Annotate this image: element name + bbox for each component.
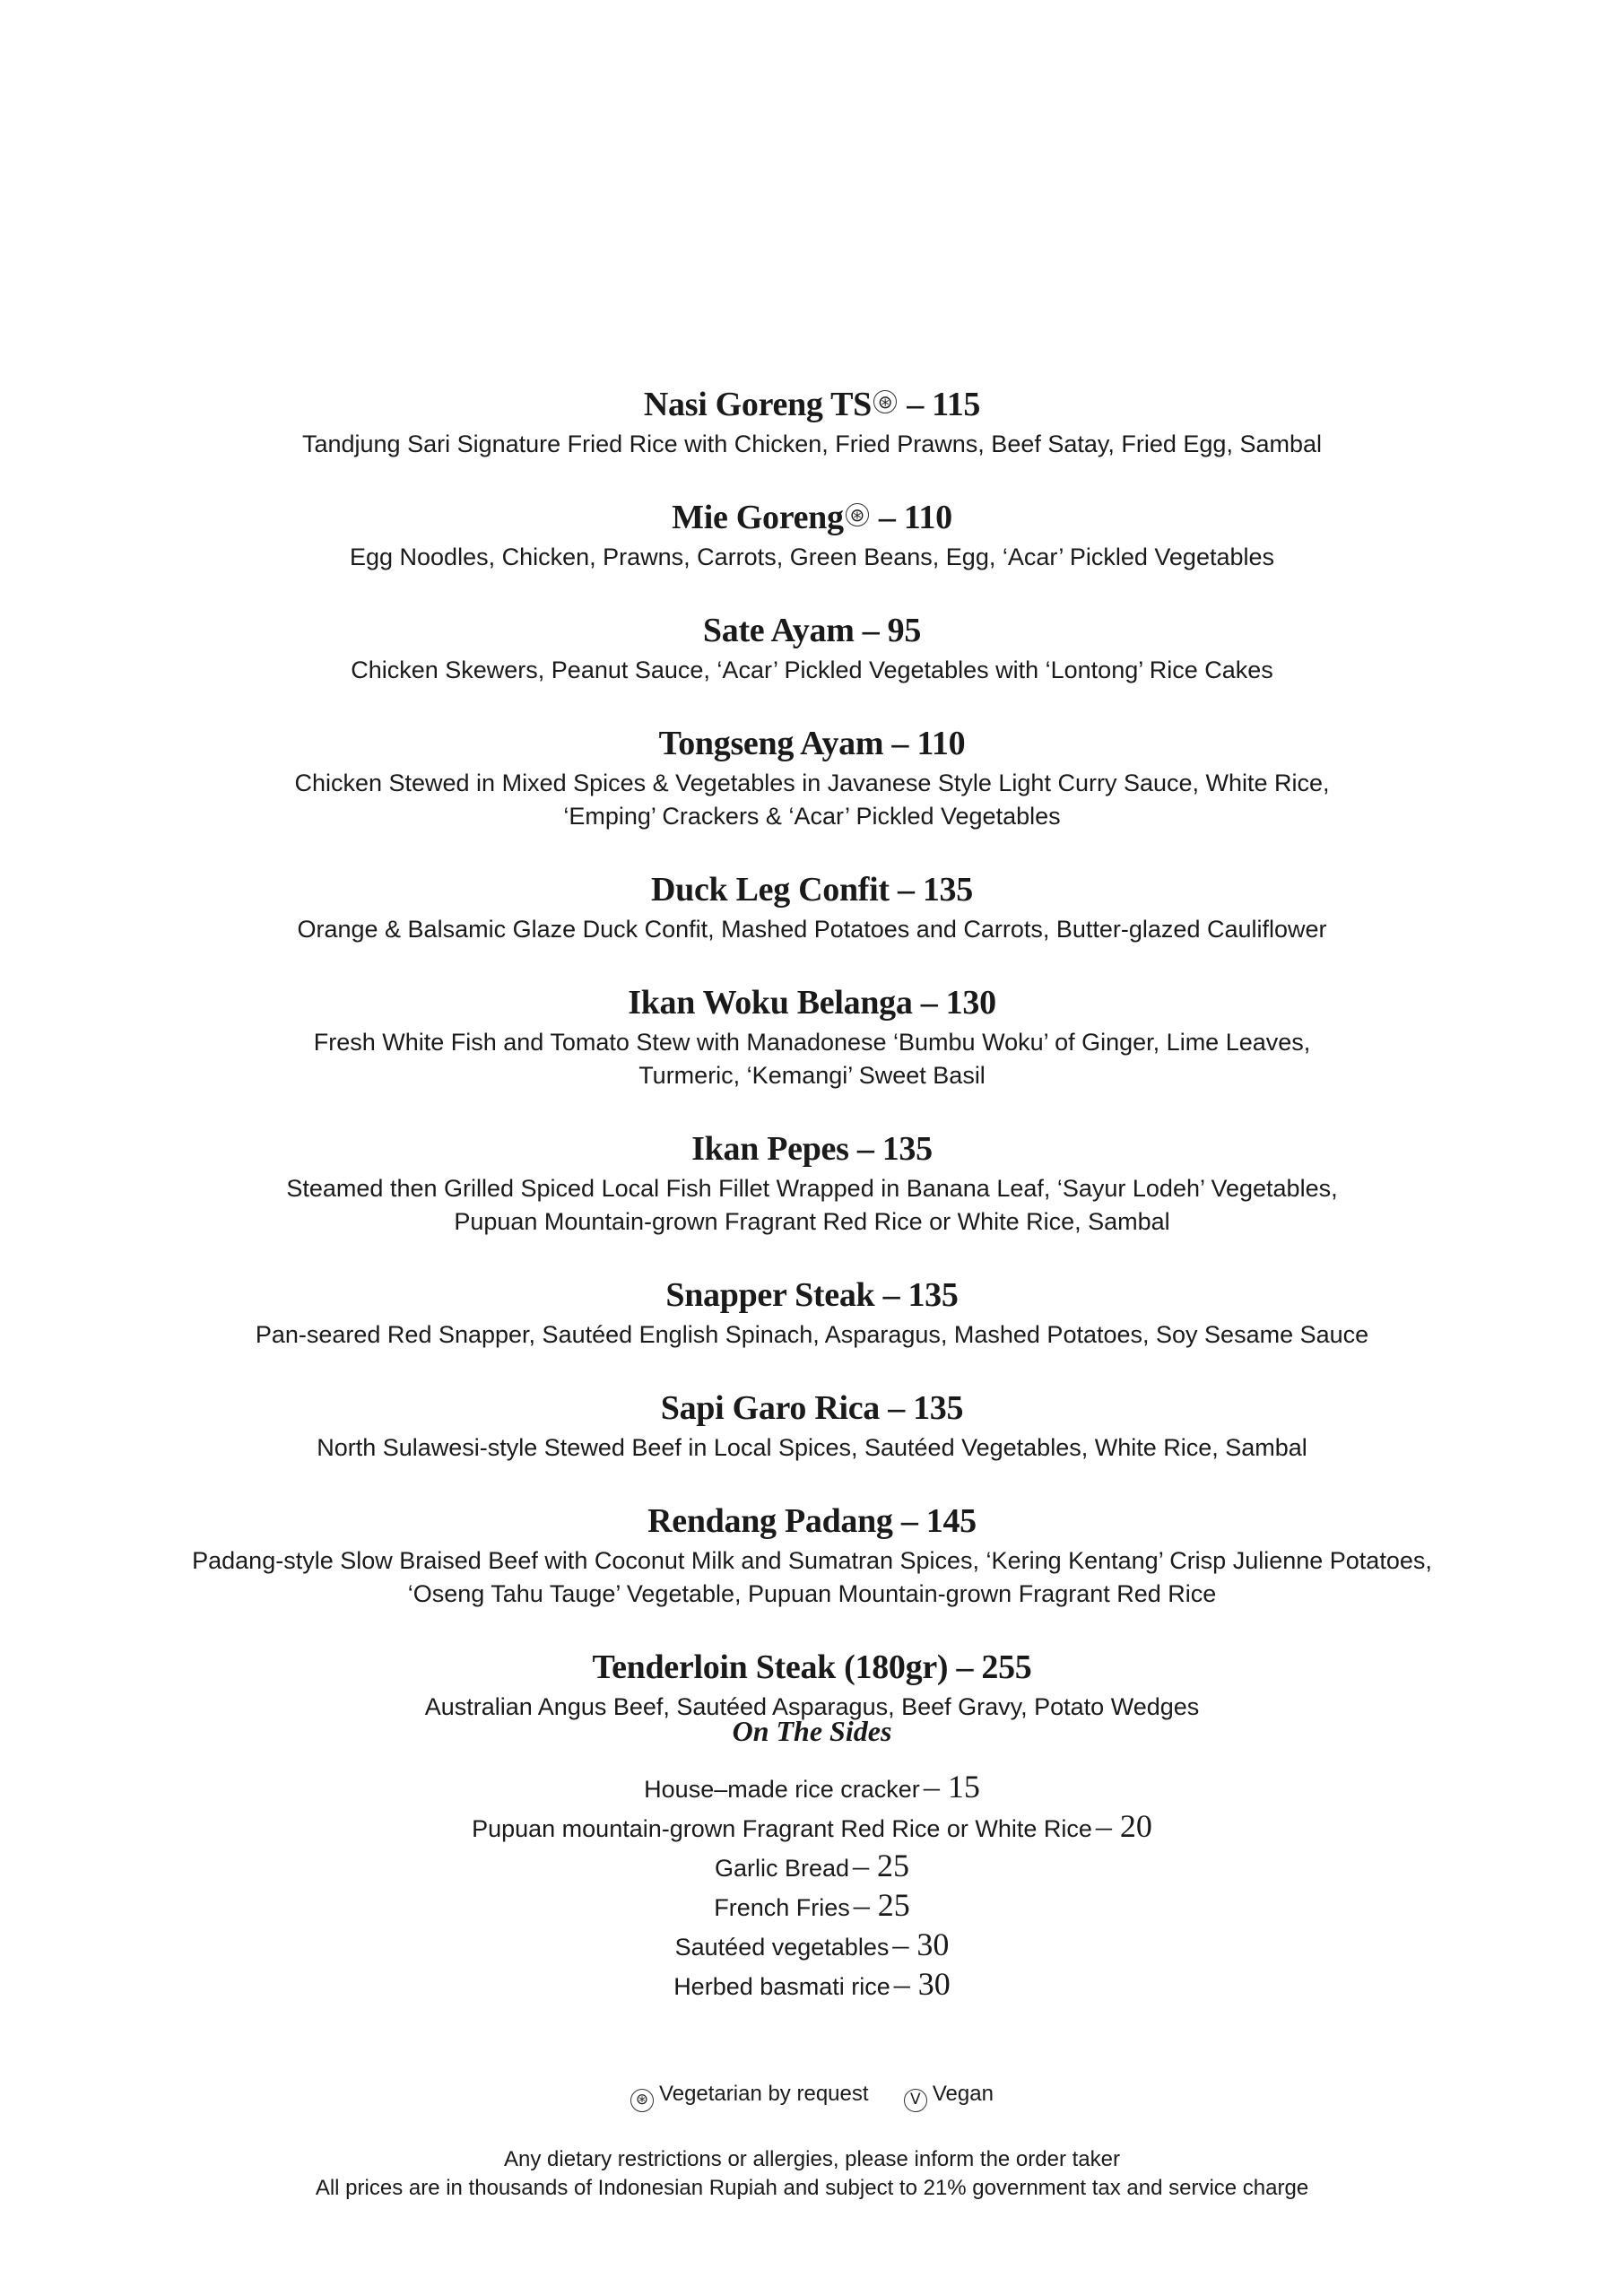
side-price: – 30 [892, 1926, 950, 1962]
dish-price: – 115 [907, 386, 981, 423]
dish-item [0, 1385, 1624, 1465]
dish-price: – 135 [888, 1389, 964, 1427]
side-name: Sautéed vegetables [674, 1934, 890, 1961]
vegan-icon: V [904, 2089, 927, 2112]
dish-item [0, 381, 1624, 461]
dish-title [0, 979, 1624, 1026]
dish-title [0, 1272, 1624, 1318]
dish-item [0, 1272, 1624, 1352]
dish-item [0, 1498, 1624, 1611]
dish-description: Pupuan Mountain-grown Fragrant Red Rice or White Rice, Sambal [454, 1208, 1170, 1235]
dish-description: Steamed then Grilled Spiced Local Fish Fillet Wrapped in Banana Leaf, ‘Sayur Lodeh’ Vegetables, [286, 1175, 1338, 1202]
side-list [0, 1770, 1624, 2007]
dish-description: ‘Emping’ Crackers & ‘Acar’ Pickled Vegetables [563, 803, 1061, 830]
dish-description: Australian Angus Beef, Sautéed Asparagus, Beef Gravy, Potato Wedges [424, 1693, 1200, 1720]
dish-name: Tongseng Ayam [658, 725, 884, 762]
dish-name: Snapper Steak [665, 1276, 875, 1314]
dish-price: – 95 [862, 612, 922, 649]
dish-item [0, 866, 1624, 946]
dish-title [0, 1644, 1624, 1691]
side-price: – 30 [893, 1966, 951, 2002]
dish-item [0, 720, 1624, 833]
dish-description: Fresh White Fish and Tomato Stew with Manadonese ‘Bumbu Woku’ of Ginger, Lime Leaves, [313, 1029, 1311, 1056]
dish-name: Duck Leg Confit [651, 871, 890, 909]
allergy-note: Any dietary restrictions or allergies, please inform the order taker [504, 2147, 1120, 2171]
dish-price: – 145 [900, 1502, 977, 1540]
vegan-label: Vegan [932, 2082, 994, 2106]
dish-title [0, 1126, 1624, 1172]
dish-description: Orange & Balsamic Glaze Duck Confit, Mashed Potatoes and Carrots, Butter-glazed Cauliflower [297, 916, 1327, 943]
side-name: Pupuan mountain-grown Fragrant Red Rice or White Rice [472, 1815, 1092, 1842]
side-price: – 25 [853, 1848, 910, 1883]
dish-price: – 135 [856, 1130, 933, 1168]
sides-heading: On The Sides [732, 1715, 892, 1747]
side-name: Herbed basmati rice [673, 1973, 890, 2000]
side-item [0, 1968, 1624, 2007]
dish-title [0, 866, 1624, 913]
pricing-note: All prices are in thousands of Indonesian Rupiah and subject to 21% government tax and service charge [315, 2176, 1309, 2200]
dish-name: Sapi Garo Rica [660, 1389, 880, 1427]
dish-name: Ikan Woku Belanga [628, 984, 913, 1022]
dish-price: – 255 [956, 1648, 1032, 1686]
dish-description: Tandjung Sari Signature Fried Rice with Chicken, Fried Prawns, Beef Satay, Fried Egg, Sambal [301, 430, 1323, 457]
dish-price: – 110 [891, 725, 966, 762]
vegetarian-icon: ⊛ [873, 390, 897, 413]
dish-description: Egg Noodles, Chicken, Prawns, Carrots, Green Beans, Egg, ‘Acar’ Pickled Vegetables [349, 544, 1275, 570]
side-name: Garlic Bread [714, 1855, 850, 1882]
side-name: House–made rice cracker [644, 1776, 920, 1803]
side-item [0, 1810, 1624, 1849]
sides-section [0, 1711, 1624, 2007]
dish-name: Ikan Pepes [691, 1130, 849, 1168]
dish-title [0, 607, 1624, 654]
dish-price: – 130 [920, 984, 996, 1022]
side-price: – 15 [923, 1769, 980, 1805]
dish-name: Sate Ayam [702, 612, 855, 649]
vegetarian-label: Vegetarian by request [659, 2082, 869, 2106]
dish-item [0, 607, 1624, 687]
dish-price: – 110 [878, 499, 952, 536]
dish-title [0, 381, 1624, 428]
dish-description: Turmeric, ‘Kemangi’ Sweet Basil [638, 1062, 986, 1089]
dish-item [0, 1126, 1624, 1239]
dish-description: ‘Oseng Tahu Tauge’ Vegetable, Pupuan Mountain-grown Fragrant Red Rice [407, 1580, 1217, 1607]
side-item [0, 1770, 1624, 1810]
side-price: – 20 [1095, 1808, 1152, 1844]
vegetarian-icon: ⊛ [846, 503, 869, 526]
dish-title [0, 720, 1624, 767]
legend [0, 2079, 1624, 2112]
dish-list [0, 381, 1624, 1757]
dish-name: Tenderloin Steak (180gr) [592, 1648, 949, 1686]
dish-name: Mie Goreng [672, 499, 844, 536]
dish-price: – 135 [897, 871, 973, 909]
side-item [0, 1889, 1624, 1928]
dish-title [0, 1498, 1624, 1544]
dish-item [0, 979, 1624, 1092]
dish-description: Padang-style Slow Braised Beef with Coconut Milk and Sumatran Spices, ‘Kering Kentang’ Crisp Julienne Potatoes, [192, 1547, 1432, 1574]
dish-name: Rendang Padang [647, 1502, 893, 1540]
dish-title [0, 1385, 1624, 1431]
dish-item [0, 494, 1624, 574]
vegetarian-icon: ⊛ [630, 2089, 654, 2112]
dish-description: Chicken Skewers, Peanut Sauce, ‘Acar’ Pickled Vegetables with ‘Lontong’ Rice Cakes [351, 657, 1273, 683]
dish-name: Nasi Goreng TS [643, 386, 872, 423]
side-item [0, 1928, 1624, 1968]
dish-description: North Sulawesi-style Stewed Beef in Local Spices, Sautéed Vegetables, White Rice, Sambal [317, 1434, 1307, 1461]
dish-price: – 135 [882, 1276, 959, 1314]
dish-description: Pan-seared Red Snapper, Sautéed English Spinach, Asparagus, Mashed Potatoes, Soy Sesame Sauce [255, 1321, 1369, 1348]
dish-description: Chicken Stewed in Mixed Spices & Vegetables in Javanese Style Light Curry Sauce, White Rice, [294, 770, 1330, 796]
footer-notes [0, 2145, 1624, 2203]
side-item [0, 1849, 1624, 1889]
side-price: – 25 [853, 1887, 910, 1923]
dish-title [0, 494, 1624, 541]
side-name: French Fries [714, 1894, 850, 1921]
